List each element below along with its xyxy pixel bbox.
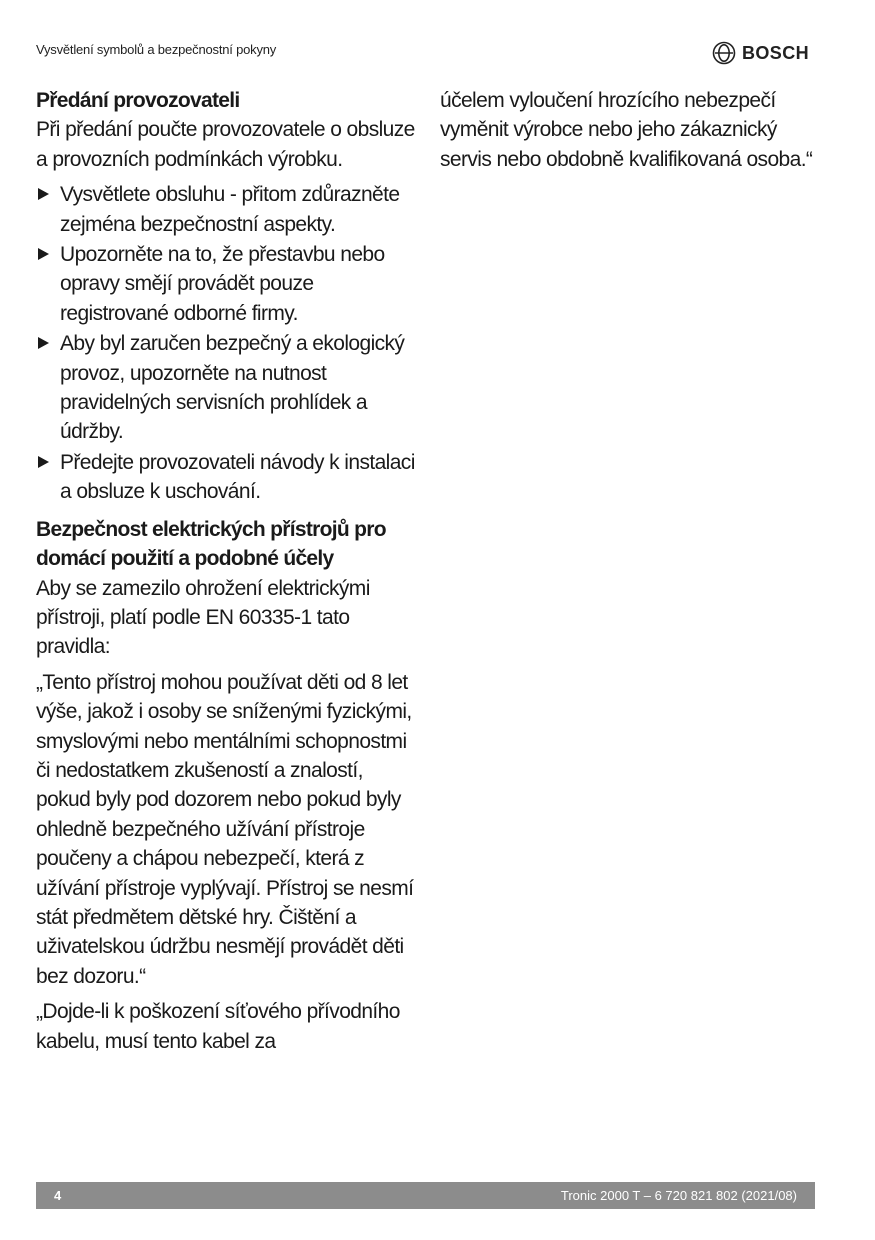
- list-item: Vysvětlete obsluhu - přitom zdůrazněte zejména bezpečnostní aspekty.: [36, 180, 416, 239]
- document-id: Tronic 2000 T – 6 720 821 802 (2021/08): [560, 1188, 797, 1203]
- arrow-bullet-icon: [38, 456, 49, 468]
- bosch-logo: [712, 40, 809, 66]
- arrow-bullet-icon: [38, 337, 49, 349]
- brand-name: BOSCH: [742, 42, 810, 63]
- section-heading-electrical-safety: Bezpečnost elektrických přístrojů pro domácí použití a podobné účely: [36, 517, 386, 571]
- right-column: [440, 86, 820, 180]
- page-number: 4: [54, 1188, 62, 1203]
- handover-intro: Při předání poučte provozovatele o obsluze a provozních podmínkách výrobku.: [36, 118, 415, 171]
- handover-instructions: [36, 180, 416, 506]
- section-heading-handover: Předání provozovateli: [36, 89, 240, 112]
- electrical-safety-quote-cable: „Dojde-li k poškození síťového přívodního kabelu, musí tento kabel za: [36, 1000, 400, 1053]
- list-item: Aby byl zaručen bezpečný a ekologický provoz, upozorněte na nutnost pravidelných servisních prohlídek a údržby.: [36, 329, 416, 447]
- list-item: Upozorněte na to, že přestavbu nebo opravy smějí provádět pouze registrované odborné firmy.: [36, 240, 416, 328]
- running-header-title: Vysvětlení symbolů a bezpečnostní pokyny: [36, 42, 277, 57]
- electrical-safety-quote-cable-continued: účelem vyloučení hrozícího nebezpečí vyměnit výrobce nebo jeho zákaznický servis nebo obdobně kvalifikovaná osoba.“: [440, 89, 813, 171]
- arrow-bullet-icon: [38, 188, 49, 200]
- electrical-safety-quote-children: „Tento přístroj mohou používat děti od 8 let výše, jakož i osoby se sníženými fyzickými, smyslovými nebo mentálními schopnostmi či nedostatkem zkušeností a znalostí, pokud byly pod dozorem nebo pokud byly ohledně bezpečného užívání přístroje poučeny a chápou nebezpečí, která z užívání přístroje vyplývají. Přístroj se nesmí stát předmětem dětské hry. Čištění a uživatelskou údržbu nesmějí provádět děti bez dozoru.“: [36, 670, 414, 988]
- arrow-bullet-icon: [38, 248, 49, 260]
- bosch-armature-icon: [712, 41, 736, 65]
- electrical-safety-intro: Aby se zamezilo ohrožení elektrickými přístroji, platí podle EN 60335-1 tato pravidla:: [36, 576, 370, 659]
- page-footer: [36, 1182, 815, 1209]
- list-item: Předejte provozovateli návody k instalaci a obsluze k uschování.: [36, 448, 416, 507]
- left-column: [36, 86, 416, 1062]
